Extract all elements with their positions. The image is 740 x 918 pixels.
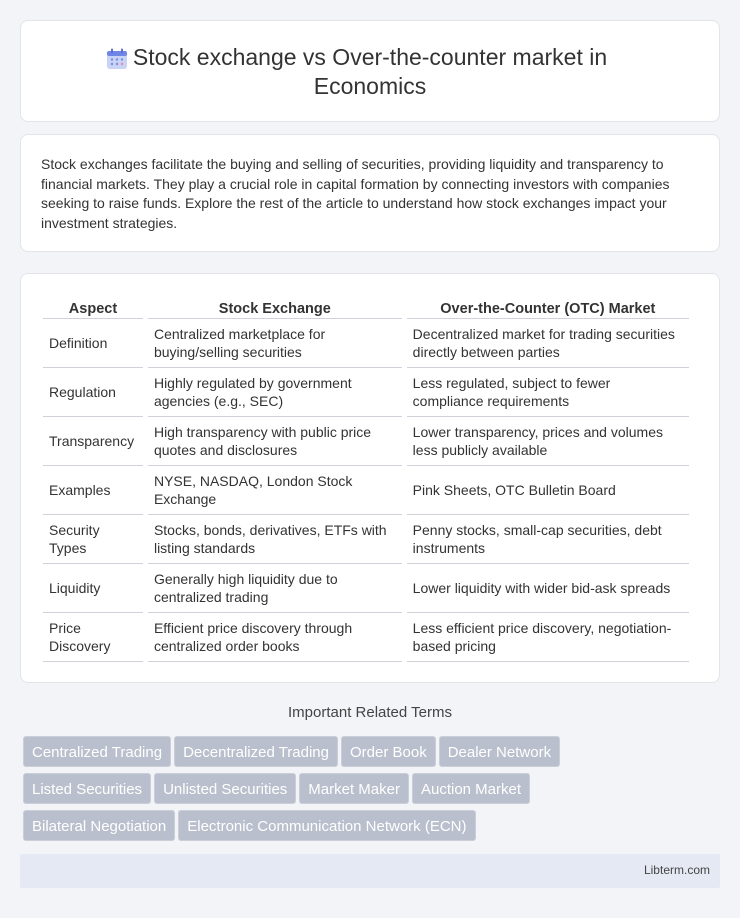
row-aspect: Regulation bbox=[43, 368, 143, 417]
footer bbox=[20, 854, 720, 888]
row-stock-exchange: Highly regulated by government agencies (e.g., SEC) bbox=[148, 368, 402, 417]
row-aspect: Examples bbox=[43, 466, 143, 515]
row-aspect: Definition bbox=[43, 319, 143, 368]
row-stock-exchange: High transparency with public price quotes and disclosures bbox=[148, 417, 402, 466]
footer-site-link[interactable]: Libterm.com bbox=[643, 863, 710, 877]
row-stock-exchange: Stocks, bonds, derivatives, ETFs with listing standards bbox=[148, 515, 402, 564]
row-otc: Penny stocks, small-cap securities, debt instruments bbox=[407, 515, 689, 564]
term-tag[interactable]: Decentralized Trading bbox=[174, 736, 338, 767]
intro-paragraph: Stock exchanges facilitate the buying and selling of securities, providing liquidity and transparency to financial markets. They play a crucial role in capital formation by connecting investors with companies seeking to raise funds. Explore the rest of the article to understand how stock exchanges impact your investment strategies. bbox=[41, 156, 670, 231]
header-otc-market: Over-the-Counter (OTC) Market bbox=[407, 295, 689, 319]
table-row bbox=[43, 466, 689, 515]
term-tag[interactable]: Unlisted Securities bbox=[154, 773, 296, 804]
term-tag[interactable]: Listed Securities bbox=[23, 773, 151, 804]
table-header-row bbox=[43, 295, 689, 319]
term-tag[interactable]: Market Maker bbox=[299, 773, 409, 804]
comparison-table bbox=[38, 295, 694, 662]
table-row bbox=[43, 417, 689, 466]
title-card bbox=[20, 20, 720, 122]
term-tag[interactable]: Bilateral Negotiation bbox=[23, 810, 175, 841]
row-otc: Less regulated, subject to fewer compliance requirements bbox=[407, 368, 689, 417]
row-otc: Lower liquidity with wider bid-ask spreads bbox=[407, 564, 689, 613]
term-tag[interactable]: Dealer Network bbox=[439, 736, 560, 767]
related-terms-heading: Important Related Terms bbox=[288, 704, 452, 721]
row-aspect: Transparency bbox=[43, 417, 143, 466]
table-row bbox=[43, 515, 689, 564]
row-aspect: Liquidity bbox=[43, 564, 143, 613]
term-tag[interactable]: Auction Market bbox=[412, 773, 530, 804]
related-terms-list bbox=[23, 736, 723, 847]
header-stock-exchange: Stock Exchange bbox=[148, 295, 402, 319]
row-stock-exchange: Centralized marketplace for buying/selling securities bbox=[148, 319, 402, 368]
table-row bbox=[43, 368, 689, 417]
row-stock-exchange: Generally high liquidity due to centralized trading bbox=[148, 564, 402, 613]
term-tag[interactable]: Order Book bbox=[341, 736, 436, 767]
term-tag[interactable]: Electronic Communication Network (ECN) bbox=[178, 810, 475, 841]
table-row bbox=[43, 613, 689, 662]
row-aspect: Security Types bbox=[43, 515, 143, 564]
row-otc: Decentralized market for trading securities directly between parties bbox=[407, 319, 689, 368]
intro-card bbox=[20, 134, 720, 252]
row-otc: Pink Sheets, OTC Bulletin Board bbox=[407, 466, 689, 515]
comparison-card bbox=[20, 273, 720, 683]
row-otc: Lower transparency, prices and volumes less publicly available bbox=[407, 417, 689, 466]
page-title: Stock exchange vs Over-the-counter market in Economics bbox=[132, 44, 608, 99]
header-aspect: Aspect bbox=[43, 295, 143, 319]
row-aspect: Price Discovery bbox=[43, 613, 143, 662]
row-otc: Less efficient price discovery, negotiation-based pricing bbox=[407, 613, 689, 662]
table-row bbox=[43, 319, 689, 368]
table-row bbox=[43, 564, 689, 613]
row-stock-exchange: NYSE, NASDAQ, London Stock Exchange bbox=[148, 466, 402, 515]
term-tag[interactable]: Centralized Trading bbox=[23, 736, 171, 767]
row-stock-exchange: Efficient price discovery through centralized order books bbox=[148, 613, 402, 662]
